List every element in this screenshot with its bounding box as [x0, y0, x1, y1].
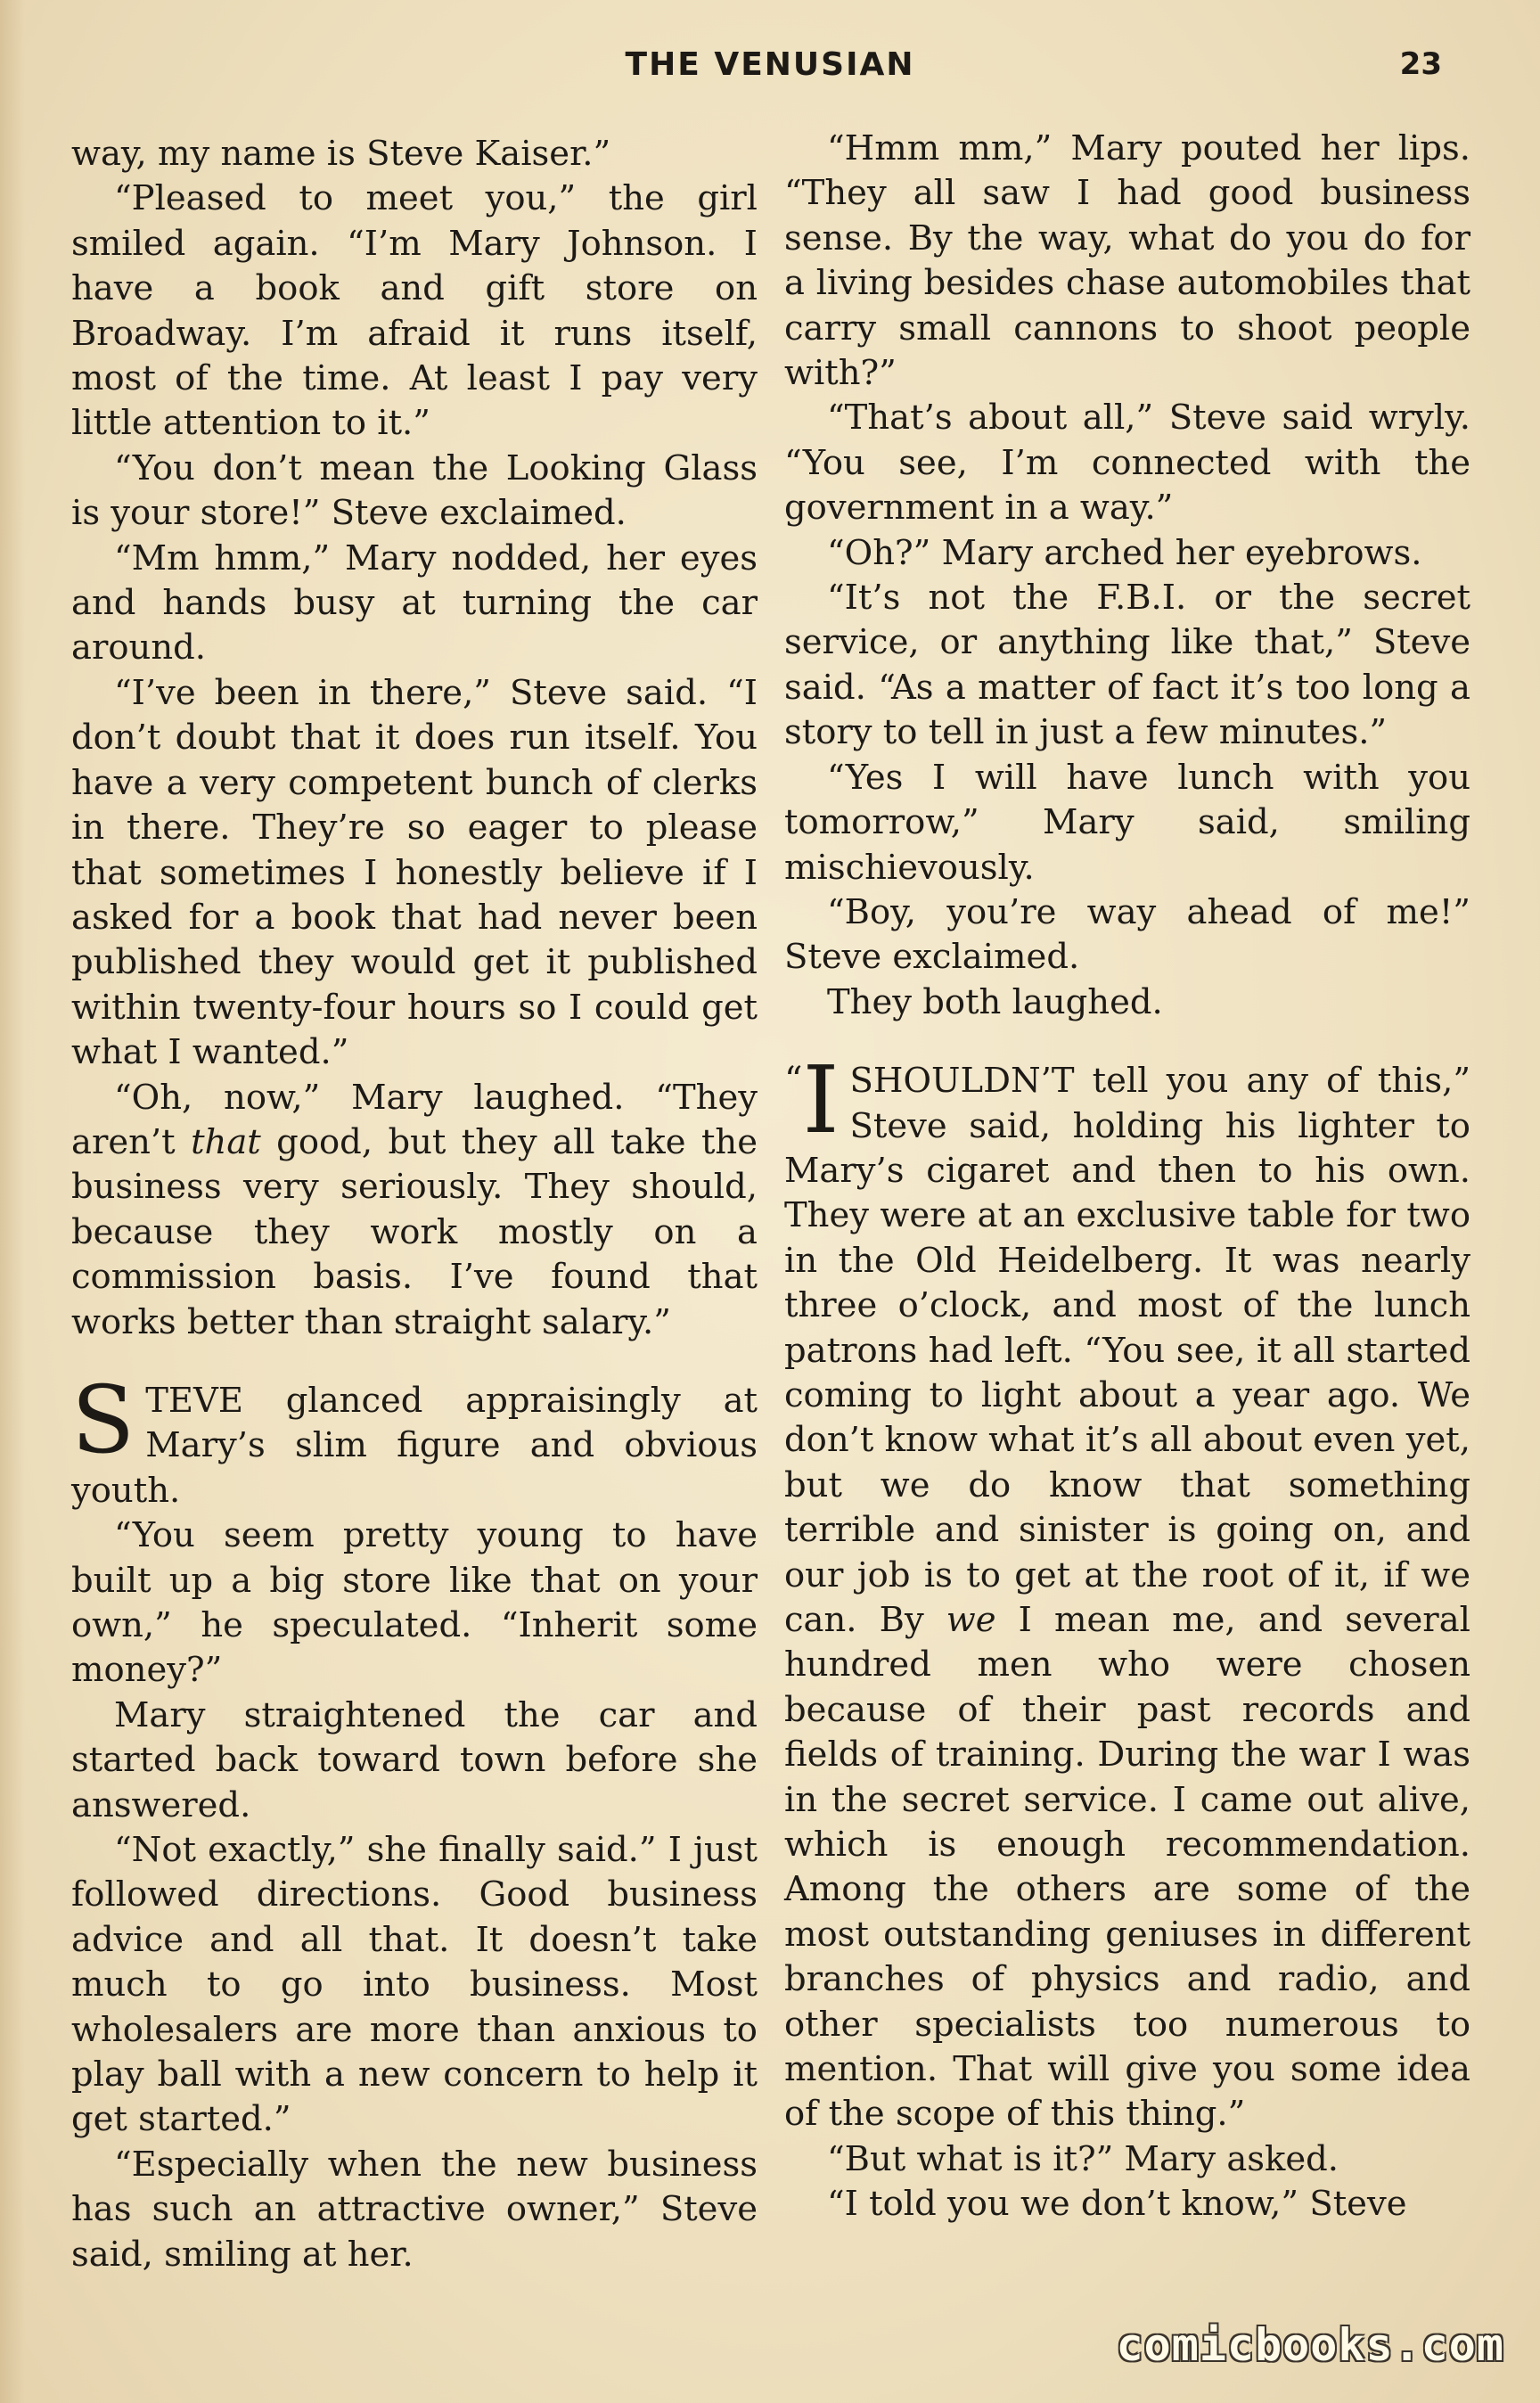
paragraph: “You seem pretty young to have built up a big store like that on your own,” he speculated. “Inherit some money?”	[71, 1515, 758, 1691]
italic-text: we	[946, 1600, 996, 1640]
paragraph: “Hmm mm,” Mary pouted her lips. “They all saw I had good business sense. By the way, what do you do for a living besides chase automobiles that carry small cannons to shoot people with?”	[784, 128, 1470, 394]
text-run: good, but they all take the business very seriously. They should, because they work mostly on a commission basis. I’ve found that works better than straight salary.”	[71, 1121, 758, 1342]
text-run: I mean me, and several hundred men who were chosen because of their past records and fields of training. During the war I was in the secret service. I came out alive, which is enough recommendation. Among the others are some of the most outstanding geniuses in different branches of physics and radio, and other specialists too numerous to mention. That will give you some idea of the scope of this thing.”	[784, 1600, 1470, 2135]
paragraph: “That’s about all,” Steve said wryly. “You see, I’m connected with the government in a way.”	[784, 398, 1470, 529]
paragraph: “You don’t mean the Looking Glass is your store!” Steve exclaimed.	[71, 447, 758, 534]
drop-cap: I	[802, 1046, 840, 1155]
paragraph: “Boy, you’re way ahead of me!” Steve exclaimed.	[784, 891, 1470, 978]
paragraph: Mary straightened the car and started back toward town before she answered.	[71, 1694, 758, 1825]
paragraph: “I’ve been in there,” Steve said. “I don’t doubt that it does run itself. You have a very competent bunch of clerks in there. They’re so eager to please that sometimes I honestly believe if I asked for a book that had never been published they would get it published within twenty-four hours so I could get what I wanted.”	[71, 672, 758, 1073]
page-number: 23	[1399, 46, 1442, 82]
watermark: comicbooks.com	[1116, 2319, 1504, 2371]
text-run: “Oh, now,” Mary laughed. “They aren’t	[71, 1077, 758, 1162]
paragraph: “Not exactly,” she finally said.” I just followed directions. Good business advice and all that. It doesn’t take much to go into business. Most wholesalers are more than anxious to play ball with a new concern to help it get started.”	[71, 1830, 758, 2140]
paragraph: They both laughed.	[827, 981, 1163, 1022]
paragraph: “I told you we don’t know,” Steve	[827, 2184, 1407, 2225]
paragraph: “Yes I will have lunch with you tomorrow,” Mary said, smiling mischievously.	[784, 757, 1470, 888]
paragraph: “But what is it?” Mary asked.	[827, 2138, 1339, 2179]
paragraph: “Mm hmm,” Mary nodded, her eyes and hands busy at turning the car around.	[71, 537, 758, 668]
text-run: SHOULDN’T tell you any of this,” Steve said, holding his lighter to Mary’s cigaret and then to his own. They were at an exclusive table for two in the Old Heidelberg. It was nearly three o’clock, and most of the lunch patrons had left. “You see, it all started coming to light about a year ago. We don’t know what it’s all about even yet, but we do know that something terrible and sinister is going on, and our job is to get at the root of it, if we can. By	[784, 1061, 1470, 1640]
text-run: TEVE glanced appraisingly at Mary’s slim figure and obvious youth.	[71, 1380, 758, 1511]
paragraph: “Especially when the new business has such an attractive owner,” Steve said, smiling at her.	[71, 2144, 758, 2275]
paragraph: way, my name is Steve Kaiser.”	[71, 134, 611, 174]
paragraph: “Pleased to meet you,” the girl smiled again. “I’m Mary Johnson. I have a book and gift store on Broadway. I’m afraid it runs itself, most of the time. At least I pay very little attention to it.”	[71, 178, 758, 444]
paragraph	[71, 1076, 758, 1345]
opening-quote: “	[784, 1060, 803, 1102]
drop-cap: S	[71, 1365, 135, 1474]
paragraph: “Oh?” Mary arched her eyebrows.	[827, 532, 1422, 573]
paragraph: “It’s not the F.B.I. or the secret service, or anything like that,” Steve said. “As a matter of fact it’s too long a story to tell in just a few minutes.”	[784, 578, 1470, 753]
left-column	[71, 132, 758, 2277]
right-column	[784, 127, 1470, 2227]
page-edge-shadow	[0, 0, 25, 2403]
section-start-paragraph	[784, 1046, 1470, 2137]
running-header-title: THE VENUSIAN	[625, 46, 915, 83]
italic-text: that	[191, 1121, 261, 1162]
section-start-paragraph	[71, 1365, 758, 1513]
